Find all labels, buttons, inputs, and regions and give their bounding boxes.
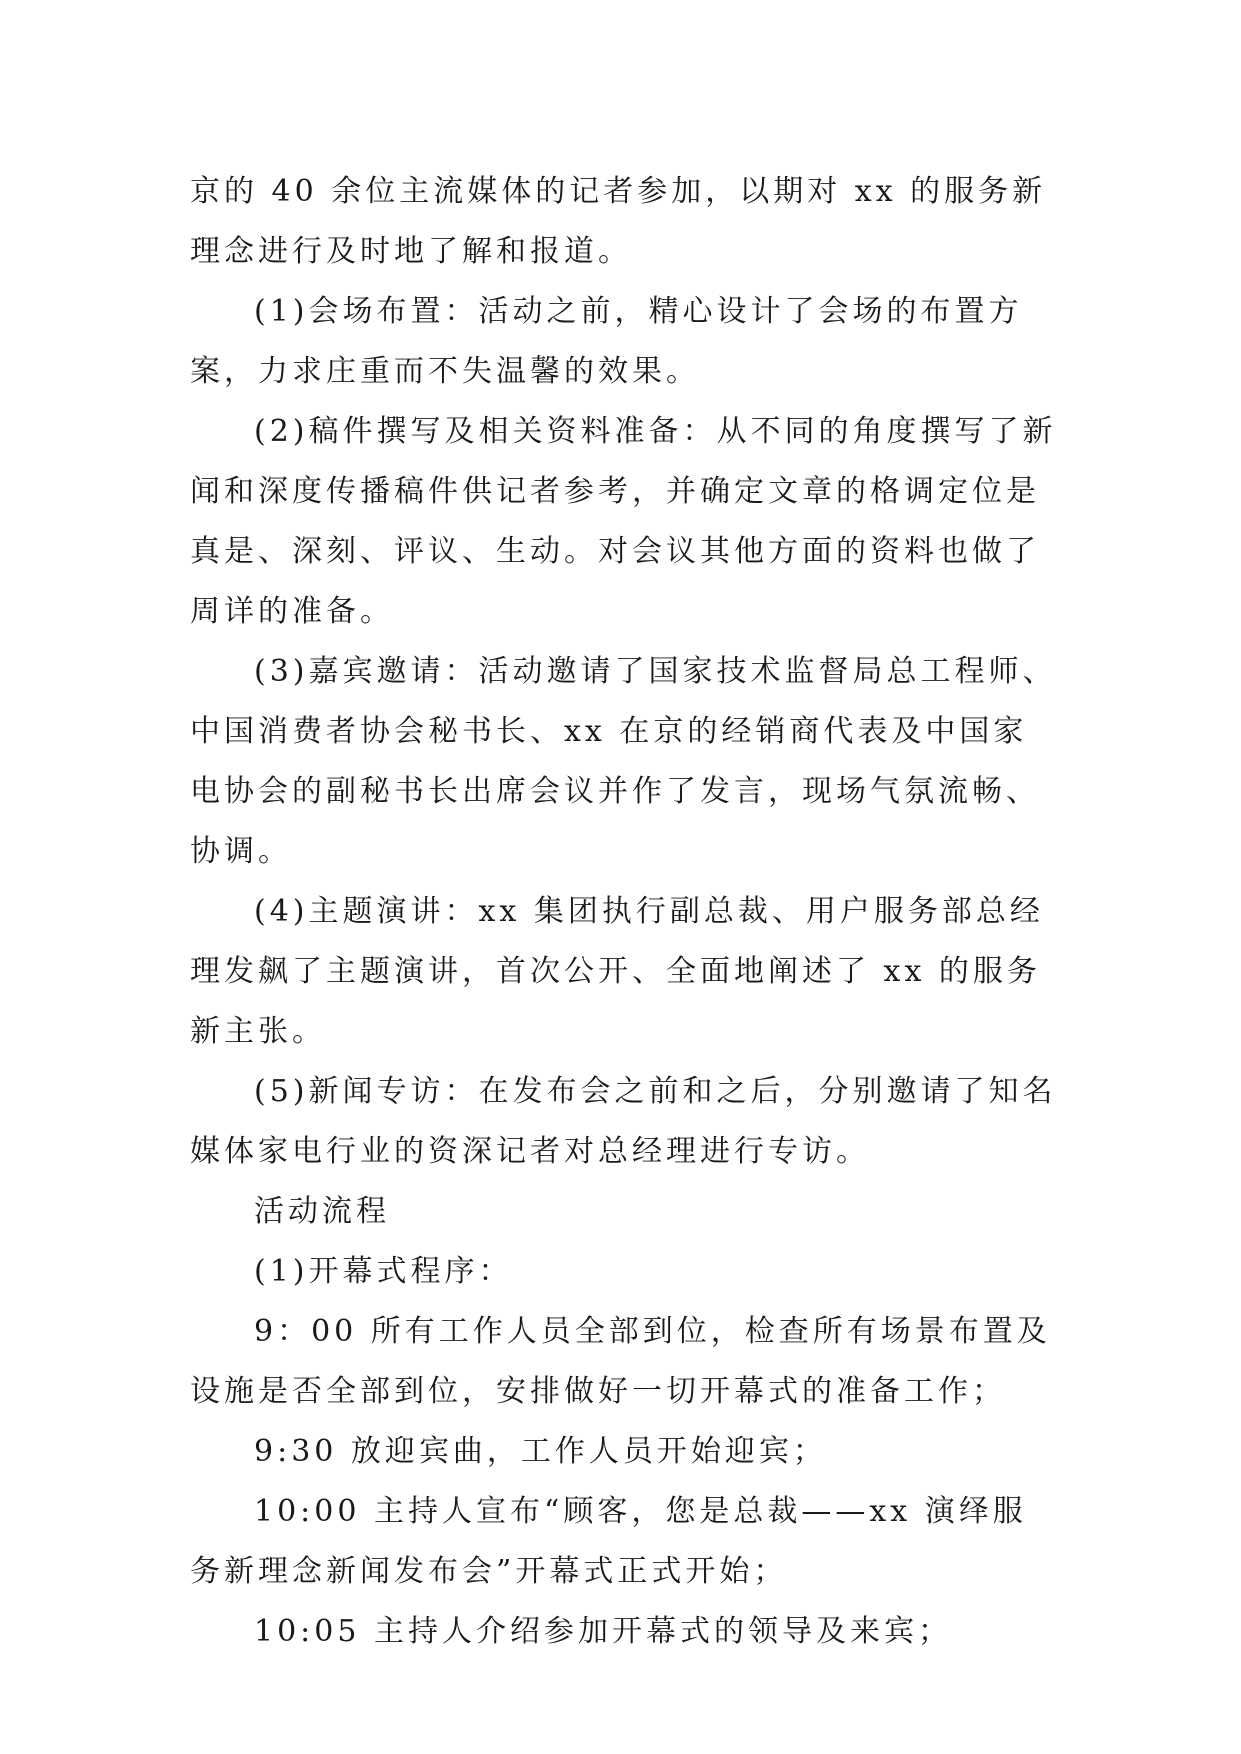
paragraph-keynote-speech: (4)主题演讲：xx 集团执行副总裁、用户服务部总经理发飙了主题演讲，首次公开、全面地阐述了 xx 的服务新主张。 [190,894,1044,1049]
paragraph-venue-setup: (1)会场布置：活动之前，精心设计了会场的布置方案，力求庄重而不失温馨的效果。 [190,294,1023,389]
paragraph-guest-invitation: (3)嘉宾邀请：活动邀请了国家技术监督局总工程师、中国消费者协会秘书长、xx 在京的经销商代表及中国家电协会的副秘书长出席会议并作了发言，现场气氛流畅、协调。 [190,654,1057,869]
schedule-item-1005: 10:05 主持人介绍参加开幕式的领导及来宾； [254,1614,952,1649]
document-body [190,162,1060,1662]
schedule-item-0930: 9:30 放迎宾曲，工作人员开始迎宾； [254,1434,827,1469]
schedule-item-0900: 9：00 所有工作人员全部到位，检查所有场景布置及设施是否全部到位，安排做好一切开幕式的准备工作； [190,1314,1051,1409]
section-heading-activity-flow: 活动流程 [254,1194,390,1229]
paragraph-press-materials: (2)稿件撰写及相关资料准备：从不同的角度撰写了新闻和深度传播稿件供记者参考，并确定文章的格调定位是真是、深刻、评议、生动。对会议其他方面的资料也做了周详的准备。 [190,414,1057,629]
paragraph-opening-procedure: (1)开幕式程序： [254,1254,513,1289]
paragraph-press-interview: (5)新闻专访：在发布会之前和之后，分别邀请了知名媒体家电行业的资深记者对总经理进行专访。 [190,1074,1057,1169]
paragraph-media-invitation: 京的 40 余位主流媒体的记者参加，以期对 xx 的服务新理念进行及时地了解和报道。 [190,174,1047,269]
schedule-item-1000: 10:00 主持人宣布“顾客，您是总裁——xx 演绎服务新理念新闻发布会”开幕式正式开始； [190,1494,1027,1589]
